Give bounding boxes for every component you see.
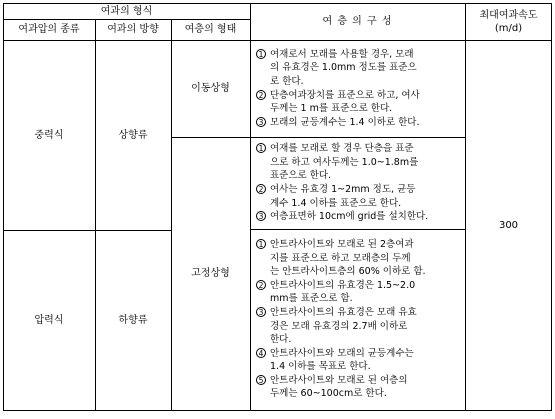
item-number-circle: 1 [256, 239, 266, 249]
item-text-line: 으로 하고 여사두께는 1.0~1.8m를 [270, 156, 419, 168]
pressure-type-gravity: 중력식 [34, 129, 64, 141]
layer-type-fixed-bed: 고정상형 [191, 268, 230, 279]
layer-type-moving-bed: 이동상형 [191, 83, 230, 94]
item-text-line: 는 안트라사이트층의 60% 이하로 함. [270, 266, 426, 278]
col-divider-direction [171, 19, 172, 410]
item-text-line: 1.4 이하를 목표로 한다. [270, 361, 371, 373]
item-number-circle: 1 [256, 49, 266, 59]
composition-item [256, 183, 460, 210]
item-number-circle: 3 [256, 117, 266, 127]
header-max-speed [465, 3, 552, 40]
composition-item [256, 89, 460, 116]
item-text-line: 여재를 모래로 할 경우 단층을 표준 [270, 143, 414, 155]
pressure-type-pressure: 압력식 [34, 314, 64, 326]
composition-item [256, 48, 460, 89]
row-divider-gravity-pressure [3, 230, 171, 231]
composition-item [256, 210, 460, 224]
composition-item [256, 238, 460, 279]
header-max-speed-label: 최대여과속도 [479, 9, 538, 21]
table-border-bottom [3, 410, 552, 411]
item-text-line: 여사는 유효경 1~2mm 정도, 균등 [270, 184, 416, 195]
direction-upflow: 상향류 [118, 129, 148, 141]
max-speed-value: 300 [498, 219, 519, 231]
item-text-line: 안트라사이트와 모래로 된 여층의 [270, 374, 408, 386]
composition-item [256, 279, 460, 306]
item-number-circle: 5 [256, 375, 266, 385]
item-text-line: 안트라사이트의 유효경은 모래 유효 [270, 306, 417, 318]
item-text-line: 두께는 60~100cm로 한다. [270, 388, 387, 400]
table-border-left [3, 3, 4, 411]
item-number-circle: 2 [256, 184, 266, 194]
composition-item [256, 142, 460, 183]
header-pressure-type: 여과압의 종류 [18, 24, 80, 35]
item-text-line: 표준으로 한다. [270, 170, 332, 182]
row-divider-moving-fixed [171, 137, 465, 138]
item-text-line: 경은 모래 유효경의 2.7배 이하로 [270, 320, 408, 332]
composition-section-fixed-single [250, 137, 465, 229]
col-divider-layer [250, 3, 251, 410]
header-filter-direction: 여과의 방향 [107, 24, 159, 35]
item-text-line: 여층표면하 10cm에 grid를 설치한다. [270, 211, 429, 223]
table-border-top [3, 3, 552, 4]
header-filter-format: 여과의 형식 [100, 5, 153, 17]
item-number-circle: 3 [256, 211, 266, 221]
composition-section-fixed-dual [250, 229, 465, 410]
composition-item [256, 116, 460, 130]
item-text-line: mm를 표준으로 함. [270, 293, 353, 305]
header-max-speed-unit: (m/d) [494, 22, 523, 34]
item-number-circle: 2 [256, 90, 266, 100]
col-divider-composition [465, 3, 466, 410]
item-number-circle: 2 [256, 280, 266, 290]
item-text-line: 여재로서 모래를 사용할 경우, 모래 [270, 48, 414, 60]
item-text-line: 계수 1.4 이하를 표준으로 한다. [270, 197, 402, 209]
item-number-circle: 3 [256, 307, 266, 317]
header-bottom-divider [3, 40, 552, 41]
item-text-line: 로 한다. [270, 75, 304, 87]
composition-item [256, 374, 460, 401]
item-number-circle: 1 [256, 143, 266, 153]
col-divider-pressure [95, 19, 96, 410]
item-text-line: 안트라사이트와 모래의 균등계수는 [270, 347, 414, 359]
direction-downflow: 하향류 [118, 314, 148, 326]
item-text-line: 한다. [270, 334, 292, 346]
item-text-line: 안트라사이트와 모래로 된 2층여과 [270, 238, 414, 250]
header-layer-composition: 여 층 의 구 성 [322, 16, 393, 27]
item-text-line: 두께는 1 m를 표준으로 한다. [270, 103, 393, 115]
item-text-line: 의 유효경은 1.0mm 정도를 표준으 [270, 62, 417, 74]
composition-item [256, 347, 460, 374]
item-text-line: 지를 표준으로 하고 모래층의 두께 [270, 252, 411, 264]
composition-section-moving [250, 40, 465, 137]
header-group-divider [3, 19, 250, 20]
item-text-line: 단층여과장치를 표준으로 하고, 여사 [270, 89, 420, 101]
item-text-line: 안트라사이트의 유효경은 1.5~2.0 [270, 279, 416, 291]
item-text-line: 모래의 균등계수는 1.4 이하로 한다. [270, 116, 420, 128]
composition-item [256, 306, 460, 347]
row-divider-composition [250, 229, 465, 230]
header-layer-form: 여층의 형태 [184, 24, 237, 35]
table-border-right [551, 3, 552, 411]
item-number-circle: 4 [256, 348, 266, 358]
